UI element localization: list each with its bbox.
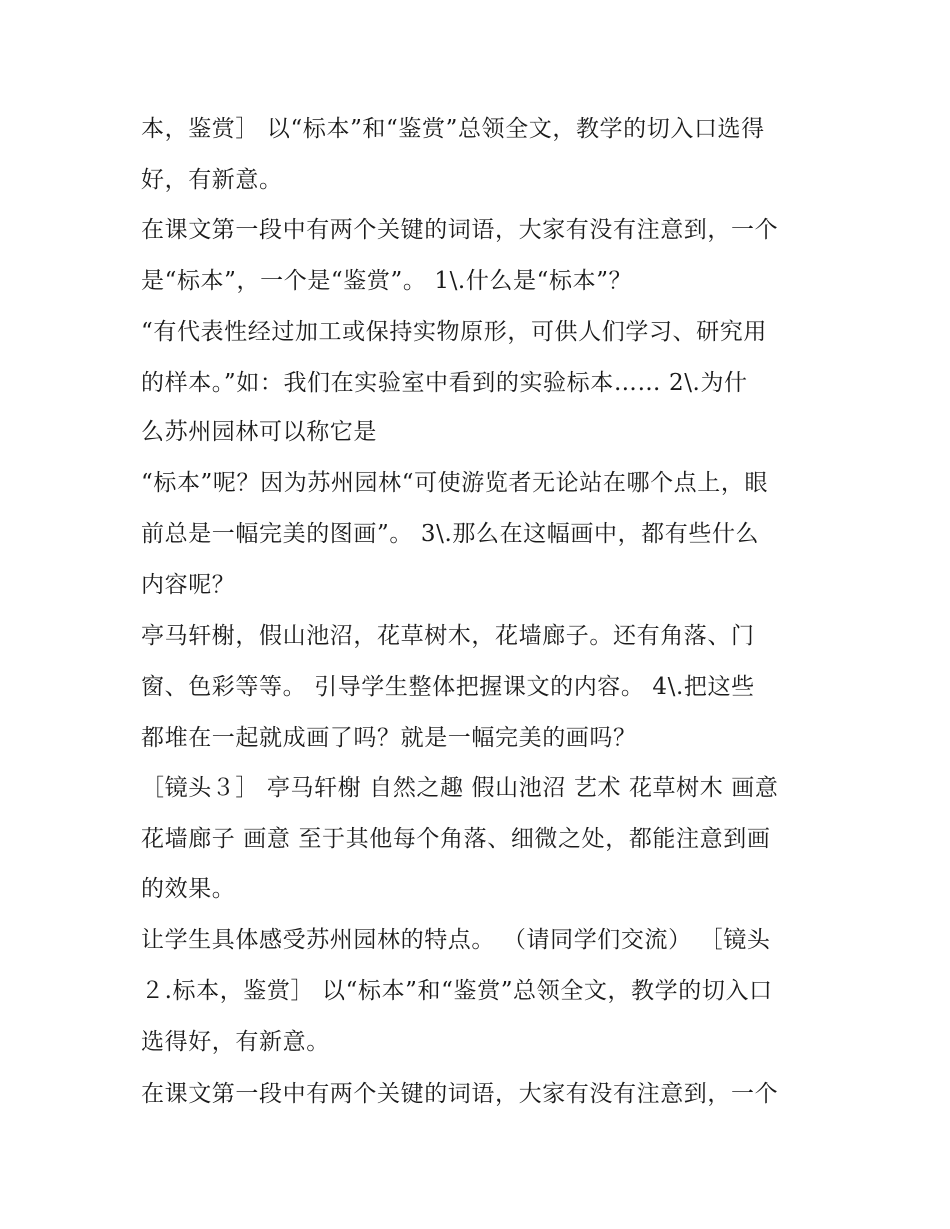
text-line-5: “有代表性经过加工或保持实物原形，可供人们学习、研究用 xyxy=(141,319,767,345)
text-line-10: 内容呢？ xyxy=(141,572,236,598)
text-line-3: 在课文第一段中有两个关键的词语，大家有没有注意到，一个 xyxy=(141,217,779,243)
text-line-17: 让学生具体感受苏州园林的特点。 （请同学们交流） ［镜头 xyxy=(141,927,771,953)
text-line-16: 的效果。 xyxy=(141,876,236,902)
text-line-2: 好，有新意。 xyxy=(141,167,283,193)
text-line-7: 么苏州园林可以称它是 xyxy=(141,419,377,445)
text-line-8: “标本”呢？因为苏州园林“可使游览者无论站在哪个点上，眼 xyxy=(141,470,769,496)
text-line-11: 亭马轩榭，假山池沼，花草树木，花墙廊子。还有角落、门 xyxy=(141,623,755,649)
text-line-6: 的样本。”如：我们在实验室中看到的实验标本…… 2\.为什 xyxy=(141,370,748,396)
text-line-14: ［镜头３］ 亭马轩榭 自然之趣 假山池沼 艺术 花草树木 画意 xyxy=(141,775,779,801)
text-line-9: 前总是一幅完美的图画”。 3\.那么在这幅画中，都有些什么 xyxy=(141,521,760,547)
text-line-20: 在课文第一段中有两个关键的词语，大家有没有注意到，一个 xyxy=(141,1081,779,1107)
text-line-15: 花墙廊子 画意 至于其他每个角落、细微之处，都能注意到画 xyxy=(141,826,771,852)
text-line-13: 都堆在一起就成画了吗？就是一幅完美的画吗？ xyxy=(141,725,637,751)
text-line-12: 窗、色彩等等。 引导学生整体把握课文的内容。 4\.把这些 xyxy=(141,674,755,700)
text-line-18: ２.标本，鉴赏］ 以“标本”和“鉴赏”总领全文，教学的切入口 xyxy=(141,978,773,1004)
text-line-4: 是“标本”，一个是“鉴赏”。 1\.什么是“标本”？ xyxy=(141,268,633,294)
text-line-19: 选得好，有新意。 xyxy=(141,1029,330,1055)
text-line-1: 本，鉴赏］ 以“标本”和“鉴赏”总领全文，教学的切入口选得 xyxy=(141,116,765,142)
